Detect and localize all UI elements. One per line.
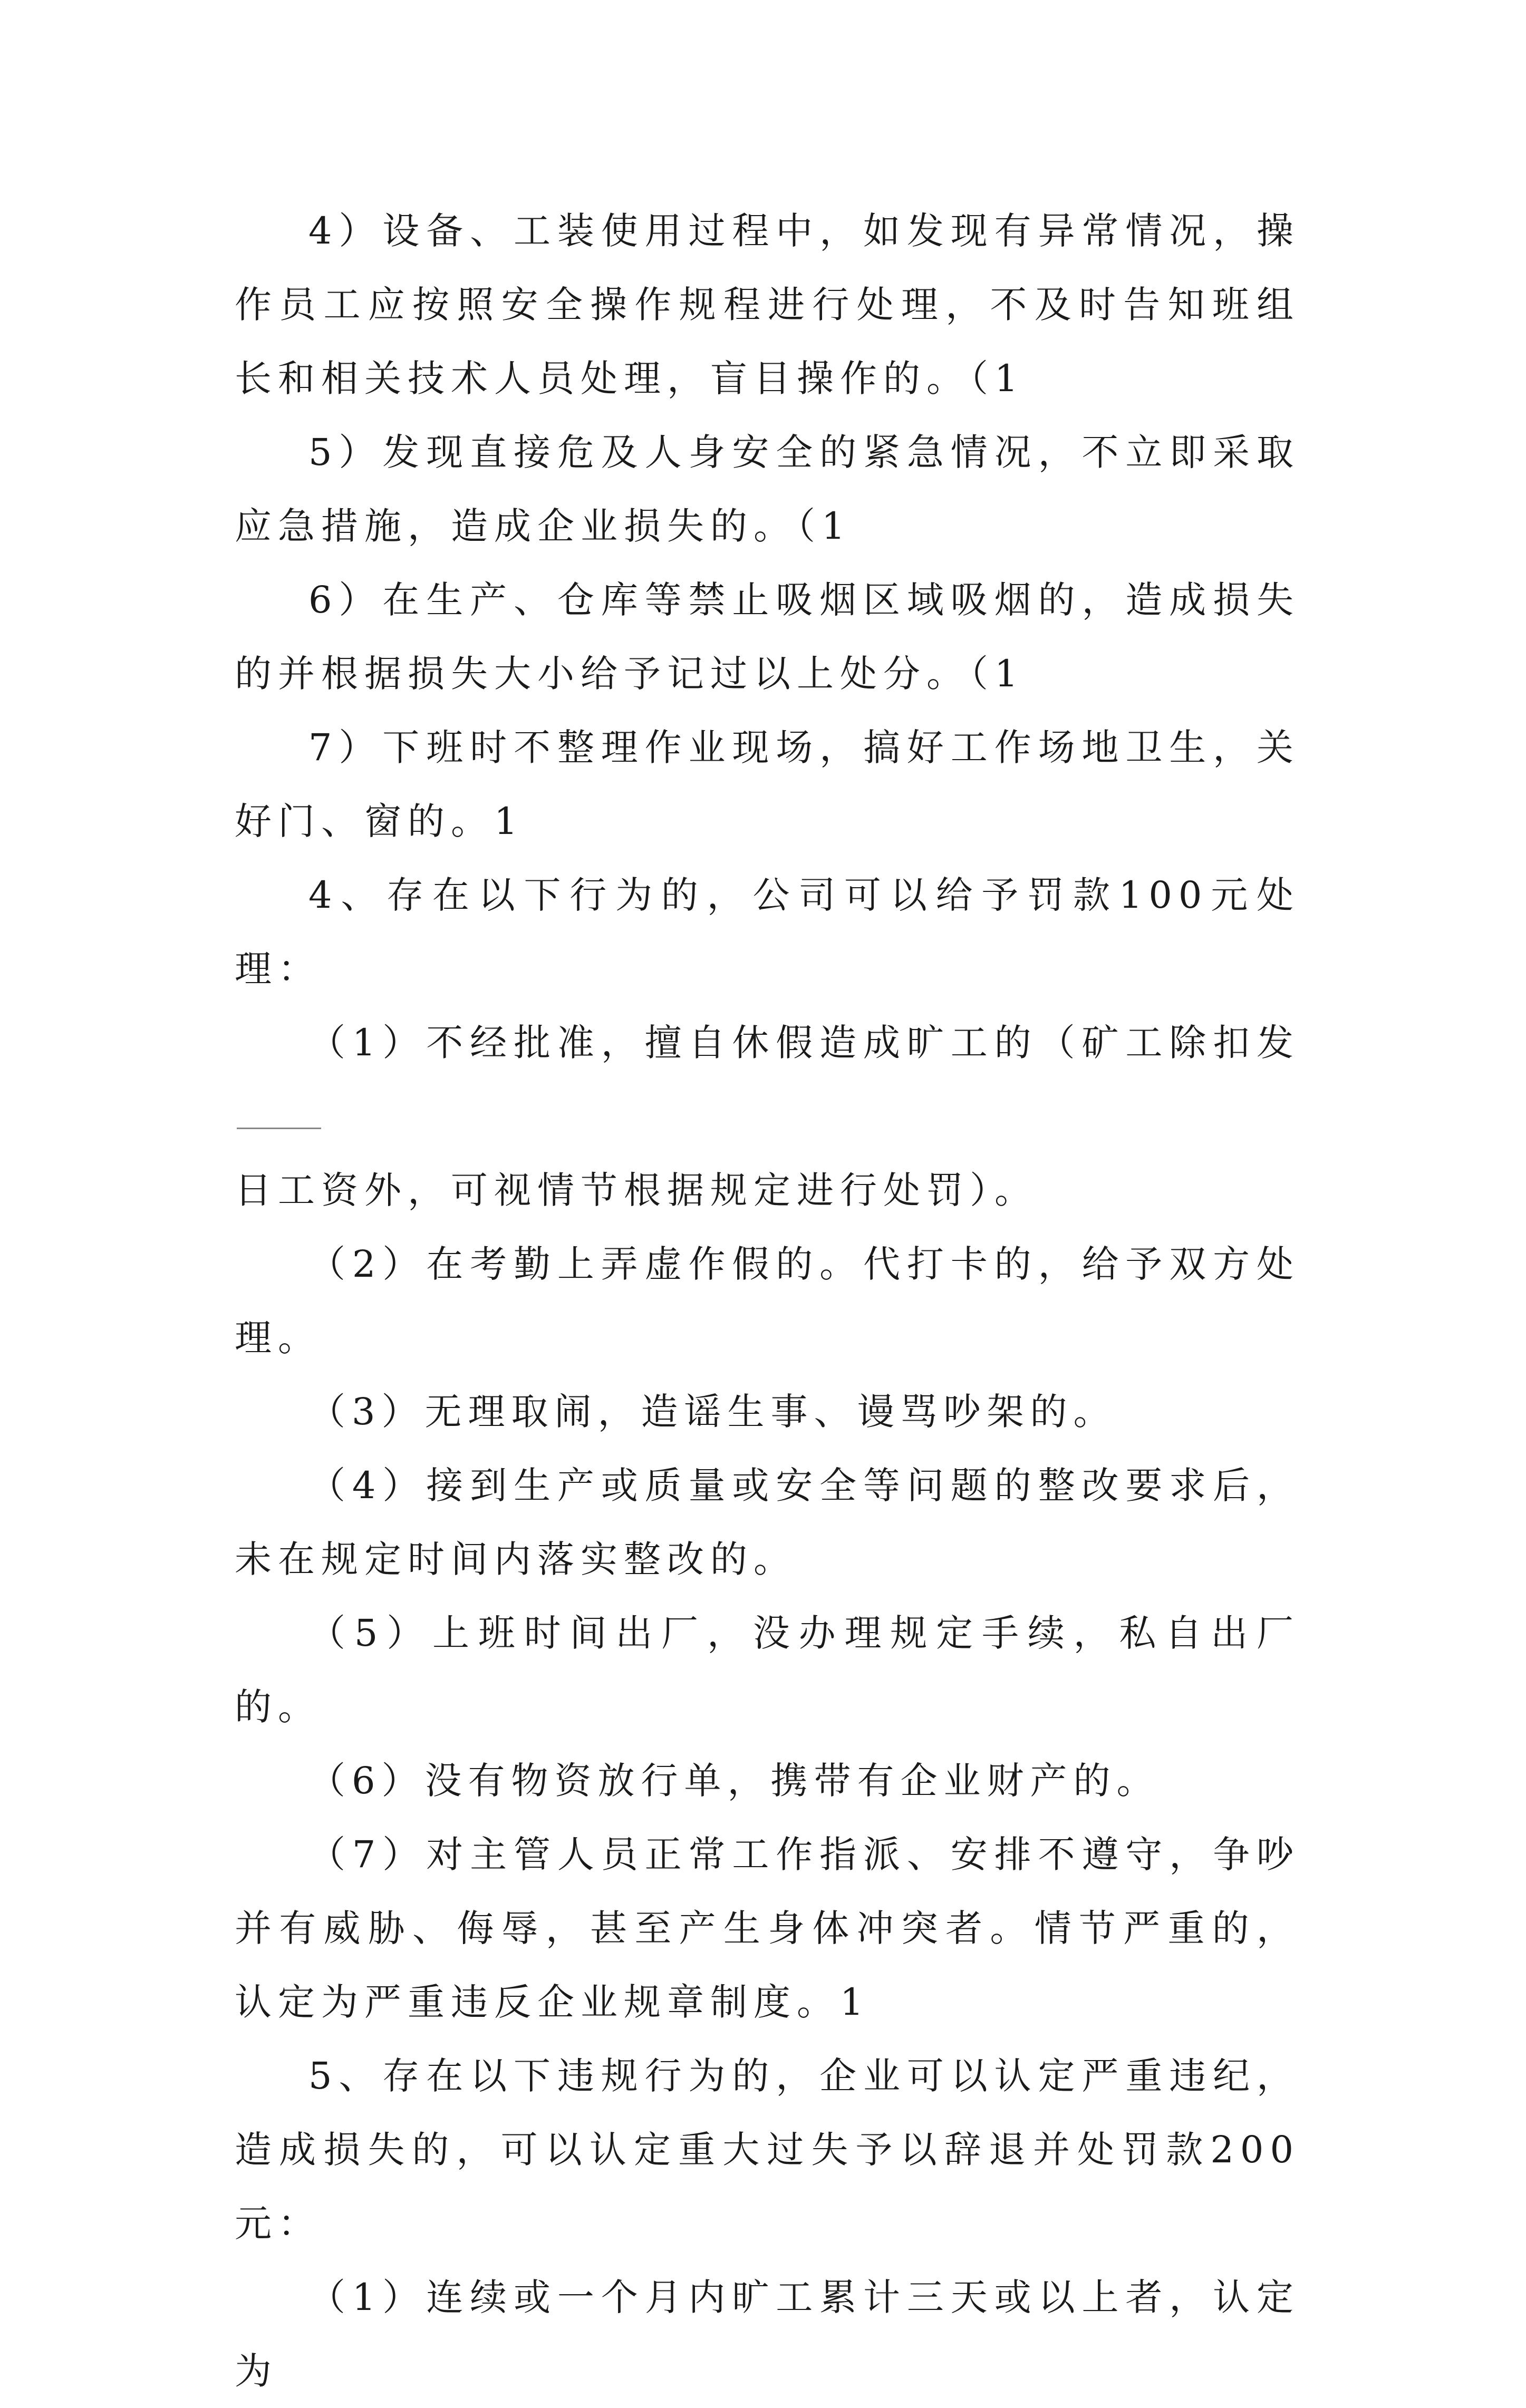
paragraph-item-7: 7）下班时不整理作业现场，搞好工作场地卫生，关好门、窗的。1 [235,726,1300,843]
paragraph-4-3: （3）无理取闹，造谣生事、谩骂吵架的。 [308,1390,1117,1433]
paragraph-5-1: （1）连续或一个月内旷工累计三天或以上者，认定为 [235,2276,1300,2393]
paragraph-4-6: （6）没有物资放行单，携带有企业财产的。 [308,1759,1160,1802]
paragraph-4-1-text-end: 日工资外，可视情节根据规定进行处罚）。 [235,1169,1038,1212]
paragraph-4-4: （4）接到生产或质量或安全等问题的整改要求后，未在规定时间内落实整改的。 [235,1464,1300,1581]
paragraph-4-7: （7）对主管人员正常工作指派、安排不遵守，争吵并有威胁、侮辱，甚至产生身体冲突者。情节严重的，认定为严重违反企业规章制度。1 [235,1833,1300,2024]
paragraph-item-6: 6）在生产、仓库等禁止吸烟区域吸烟的，造成损失的并根据损失大小给予记过以上处分。（1 [235,578,1300,695]
paragraph-4-5: （5）上班时间出厂，没办理规定手续，私自出厂的。 [235,1611,1300,1729]
paragraph-4-1 [235,1006,1300,1227]
paragraph-item-4: 4）设备、工装使用过程中，如发现有异常情况，操作员工应按照安全操作规程进行处理，不及时告知班组长和相关技术人员处理，盲目操作的。（1 [235,209,1300,400]
paragraph-item-5: 5）发现直接危及人身安全的紧急情况，不立即采取应急措施，造成企业损失的。（1 [235,431,1300,548]
section-heading-5: 5、存在以下违规行为的，企业可以认定严重违纪，造成损失的，可以认定重大过失予以辞退并处罚款200元： [235,2054,1300,2245]
document-body [235,194,1300,2408]
paragraph-4-2: （2）在考勤上弄虚作假的。代打卡的，给予双方处理。 [235,1242,1300,1360]
section-heading-4: 4、存在以下行为的，公司可以给予罚款100元处理： [235,873,1300,991]
paragraph-4-1-text-start: （1）不经批准，擅自休假造成旷工的（矿工除扣发 [308,1021,1300,1064]
fill-in-blank [237,1093,321,1130]
